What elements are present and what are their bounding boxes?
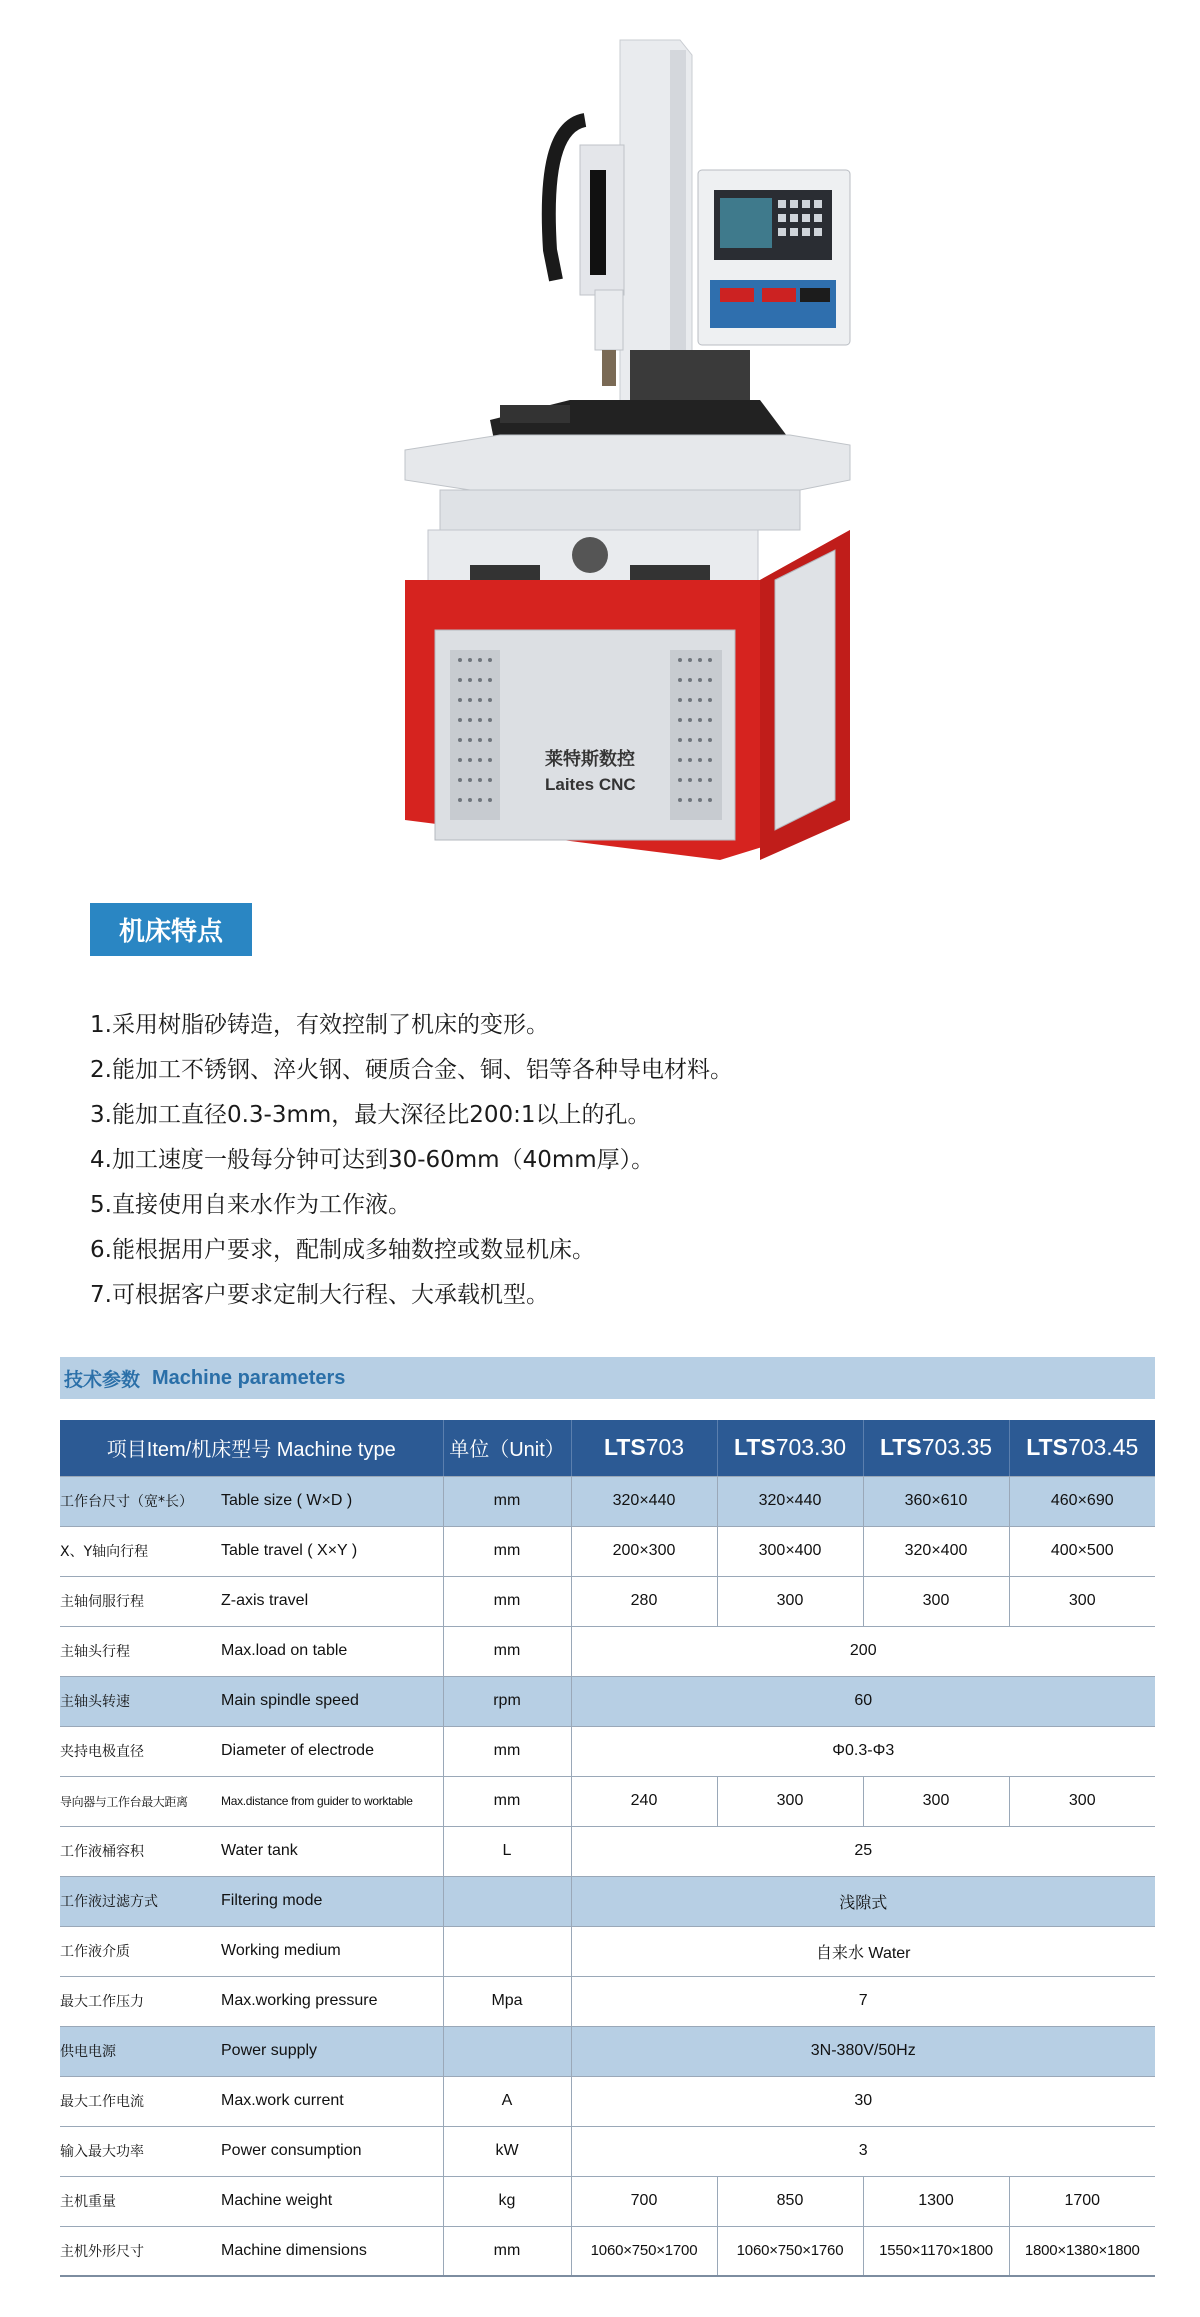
list-item: 4.加工速度一般每分钟可达到30-60mm（40mm厚）。 <box>90 1147 655 1173</box>
model-prefix: LTS <box>733 1434 776 1461</box>
row-label-cn: 工作台尺寸（宽*长） <box>60 1476 221 1526</box>
table-row <box>60 2176 1155 2226</box>
parameters-title-cn: 技术参数 <box>64 1368 141 1391</box>
row-value: 1060×750×1700 <box>571 2226 717 2276</box>
table-row <box>60 1876 1155 1926</box>
row-value: 200×300 <box>571 1526 717 1576</box>
row-unit: mm <box>443 1626 571 1676</box>
row-value: 300 <box>717 1776 863 1826</box>
header-model <box>863 1420 1009 1476</box>
row-value: 320×400 <box>863 1526 1009 1576</box>
table-header-row <box>60 1420 1155 1476</box>
row-unit: mm <box>443 1476 571 1526</box>
table-row <box>60 1826 1155 1876</box>
table-row <box>60 1526 1155 1576</box>
row-label-en: Main spindle speed <box>221 1676 443 1726</box>
row-label-cn: X、Y轴向行程 <box>60 1526 221 1576</box>
row-label-cn: 主轴头行程 <box>60 1626 221 1676</box>
row-unit: Mpa <box>443 1976 571 2026</box>
row-label-cn: 主轴伺服行程 <box>60 1576 221 1626</box>
row-label-en: Max.load on table <box>221 1626 443 1676</box>
machine-brand-en: Laites CNC <box>545 775 636 794</box>
row-label-en: Machine dimensions <box>221 2226 443 2276</box>
row-label-en: Max.working pressure <box>221 1976 443 2026</box>
row-label-cn: 最大工作电流 <box>60 2076 221 2126</box>
row-label-cn: 工作液过滤方式 <box>60 1876 221 1926</box>
header-unit: 单位（Unit） <box>443 1420 571 1476</box>
row-value: 1300 <box>863 2176 1009 2226</box>
row-value: 360×610 <box>863 1476 1009 1526</box>
row-label-en: Machine weight <box>221 2176 443 2226</box>
row-value: 240 <box>571 1776 717 1826</box>
row-label-cn: 工作液桶容积 <box>60 1826 221 1876</box>
list-item: 1.采用树脂砂铸造，有效控制了机床的变形。 <box>90 1012 549 1038</box>
row-value: 300 <box>1009 1776 1155 1826</box>
table-row <box>60 1976 1155 2026</box>
row-unit <box>443 1876 571 1926</box>
row-label-en: Diameter of electrode <box>221 1726 443 1776</box>
row-value: 自来水 Water <box>571 1926 1155 1976</box>
row-label-en: Z-axis travel <box>221 1576 443 1626</box>
table-row <box>60 1676 1155 1726</box>
row-label-cn: 主机外形尺寸 <box>60 2226 221 2276</box>
row-value: 浅隙式 <box>571 1876 1155 1926</box>
row-value: 1060×750×1760 <box>717 2226 863 2276</box>
row-label-cn: 供电电源 <box>60 2026 221 2076</box>
row-value: 1550×1170×1800 <box>863 2226 1009 2276</box>
row-label-en: Power supply <box>221 2026 443 2076</box>
row-value: 300×400 <box>717 1526 863 1576</box>
row-value: 300 <box>717 1576 863 1626</box>
list-item: 2.能加工不锈钢、淬火钢、硬质合金、铜、铝等各种导电材料。 <box>90 1057 733 1083</box>
list-item: 3.能加工直径0.3-3mm，最大深径比200:1以上的孔。 <box>90 1102 651 1128</box>
spec-table <box>60 1420 1155 2277</box>
model-prefix: LTS <box>603 1434 646 1461</box>
table-row <box>60 2076 1155 2126</box>
model-prefix: LTS <box>1026 1434 1068 1461</box>
row-value: 700 <box>571 2176 717 2226</box>
row-value: 60 <box>571 1676 1155 1726</box>
row-unit: mm <box>443 1526 571 1576</box>
row-unit: mm <box>443 2226 571 2276</box>
machine-photo <box>380 20 900 870</box>
row-value: 320×440 <box>571 1476 717 1526</box>
row-unit: mm <box>443 1776 571 1826</box>
header-model <box>571 1420 717 1476</box>
row-value: 300 <box>863 1576 1009 1626</box>
table-row <box>60 1926 1155 1976</box>
row-unit: kW <box>443 2126 571 2176</box>
list-item: 7.可根据客户要求定制大行程、大承载机型。 <box>90 1282 549 1308</box>
row-unit: rpm <box>443 1676 571 1726</box>
machine-brand-cn: 莱特斯数控 <box>545 749 635 769</box>
row-unit: L <box>443 1826 571 1876</box>
row-label-en: Filtering mode <box>221 1876 443 1926</box>
row-label-en: Max.distance from guider to worktable <box>221 1776 443 1826</box>
table-row <box>60 1476 1155 1526</box>
row-label-en: Max.work current <box>221 2076 443 2126</box>
row-value: 460×690 <box>1009 1476 1155 1526</box>
row-value: 25 <box>571 1826 1155 1876</box>
row-label-en: Table travel ( X×Y ) <box>221 1526 443 1576</box>
row-label-cn: 主轴头转速 <box>60 1676 221 1726</box>
row-label-cn: 工作液介质 <box>60 1926 221 1976</box>
model-suffix: 703.30 <box>775 1434 847 1461</box>
row-unit <box>443 1926 571 1976</box>
model-suffix: 703.35 <box>921 1434 993 1461</box>
row-value: 850 <box>717 2176 863 2226</box>
header-item: 项目Item/机床型号 Machine type <box>60 1420 443 1476</box>
row-unit: A <box>443 2076 571 2126</box>
parameters-title-en: Machine parameters <box>152 1366 346 1389</box>
row-value: 30 <box>571 2076 1155 2126</box>
row-value: 320×440 <box>717 1476 863 1526</box>
row-value: 3 <box>571 2126 1155 2176</box>
row-unit <box>443 2026 571 2076</box>
table-row <box>60 2126 1155 2176</box>
parameters-header-bar <box>60 1357 1155 1399</box>
features-list <box>90 1003 990 1318</box>
model-suffix: 703 <box>645 1434 685 1461</box>
model-prefix: LTS <box>879 1434 922 1461</box>
table-row <box>60 1576 1155 1626</box>
list-item: 5.直接使用自来水作为工作液。 <box>90 1192 411 1218</box>
table-row <box>60 1626 1155 1676</box>
row-label-cn: 输入最大功率 <box>60 2126 221 2176</box>
features-title: 机床特点 <box>90 903 252 956</box>
model-suffix: 703.45 <box>1067 1434 1139 1461</box>
table-row <box>60 1726 1155 1776</box>
header-model <box>1009 1420 1155 1476</box>
row-value: 280 <box>571 1576 717 1626</box>
row-label-cn: 导向器与工作台最大距离 <box>60 1776 221 1826</box>
list-item: 6.能根据用户要求，配制成多轴数控或数显机床。 <box>90 1237 595 1263</box>
row-label-en: Working medium <box>221 1926 443 1976</box>
row-value: 400×500 <box>1009 1526 1155 1576</box>
row-value: 1800×1380×1800 <box>1009 2226 1155 2276</box>
row-label-cn: 主机重量 <box>60 2176 221 2226</box>
table-row <box>60 2026 1155 2076</box>
row-value: 7 <box>571 1976 1155 2026</box>
row-value: 200 <box>571 1626 1155 1676</box>
row-value: Φ0.3-Φ3 <box>571 1726 1155 1776</box>
row-unit: mm <box>443 1576 571 1626</box>
header-model <box>717 1420 863 1476</box>
table-row <box>60 2226 1155 2276</box>
row-label-en: Table size ( W×D ) <box>221 1476 443 1526</box>
row-label-cn: 最大工作压力 <box>60 1976 221 2026</box>
row-value: 3N-380V/50Hz <box>571 2026 1155 2076</box>
row-value: 300 <box>1009 1576 1155 1626</box>
row-value: 1700 <box>1009 2176 1155 2226</box>
row-label-cn: 夹持电极直径 <box>60 1726 221 1776</box>
row-value: 300 <box>863 1776 1009 1826</box>
row-label-en: Power consumption <box>221 2126 443 2176</box>
table-row <box>60 1776 1155 1826</box>
row-unit: mm <box>443 1726 571 1776</box>
row-unit: kg <box>443 2176 571 2226</box>
row-label-en: Water tank <box>221 1826 443 1876</box>
